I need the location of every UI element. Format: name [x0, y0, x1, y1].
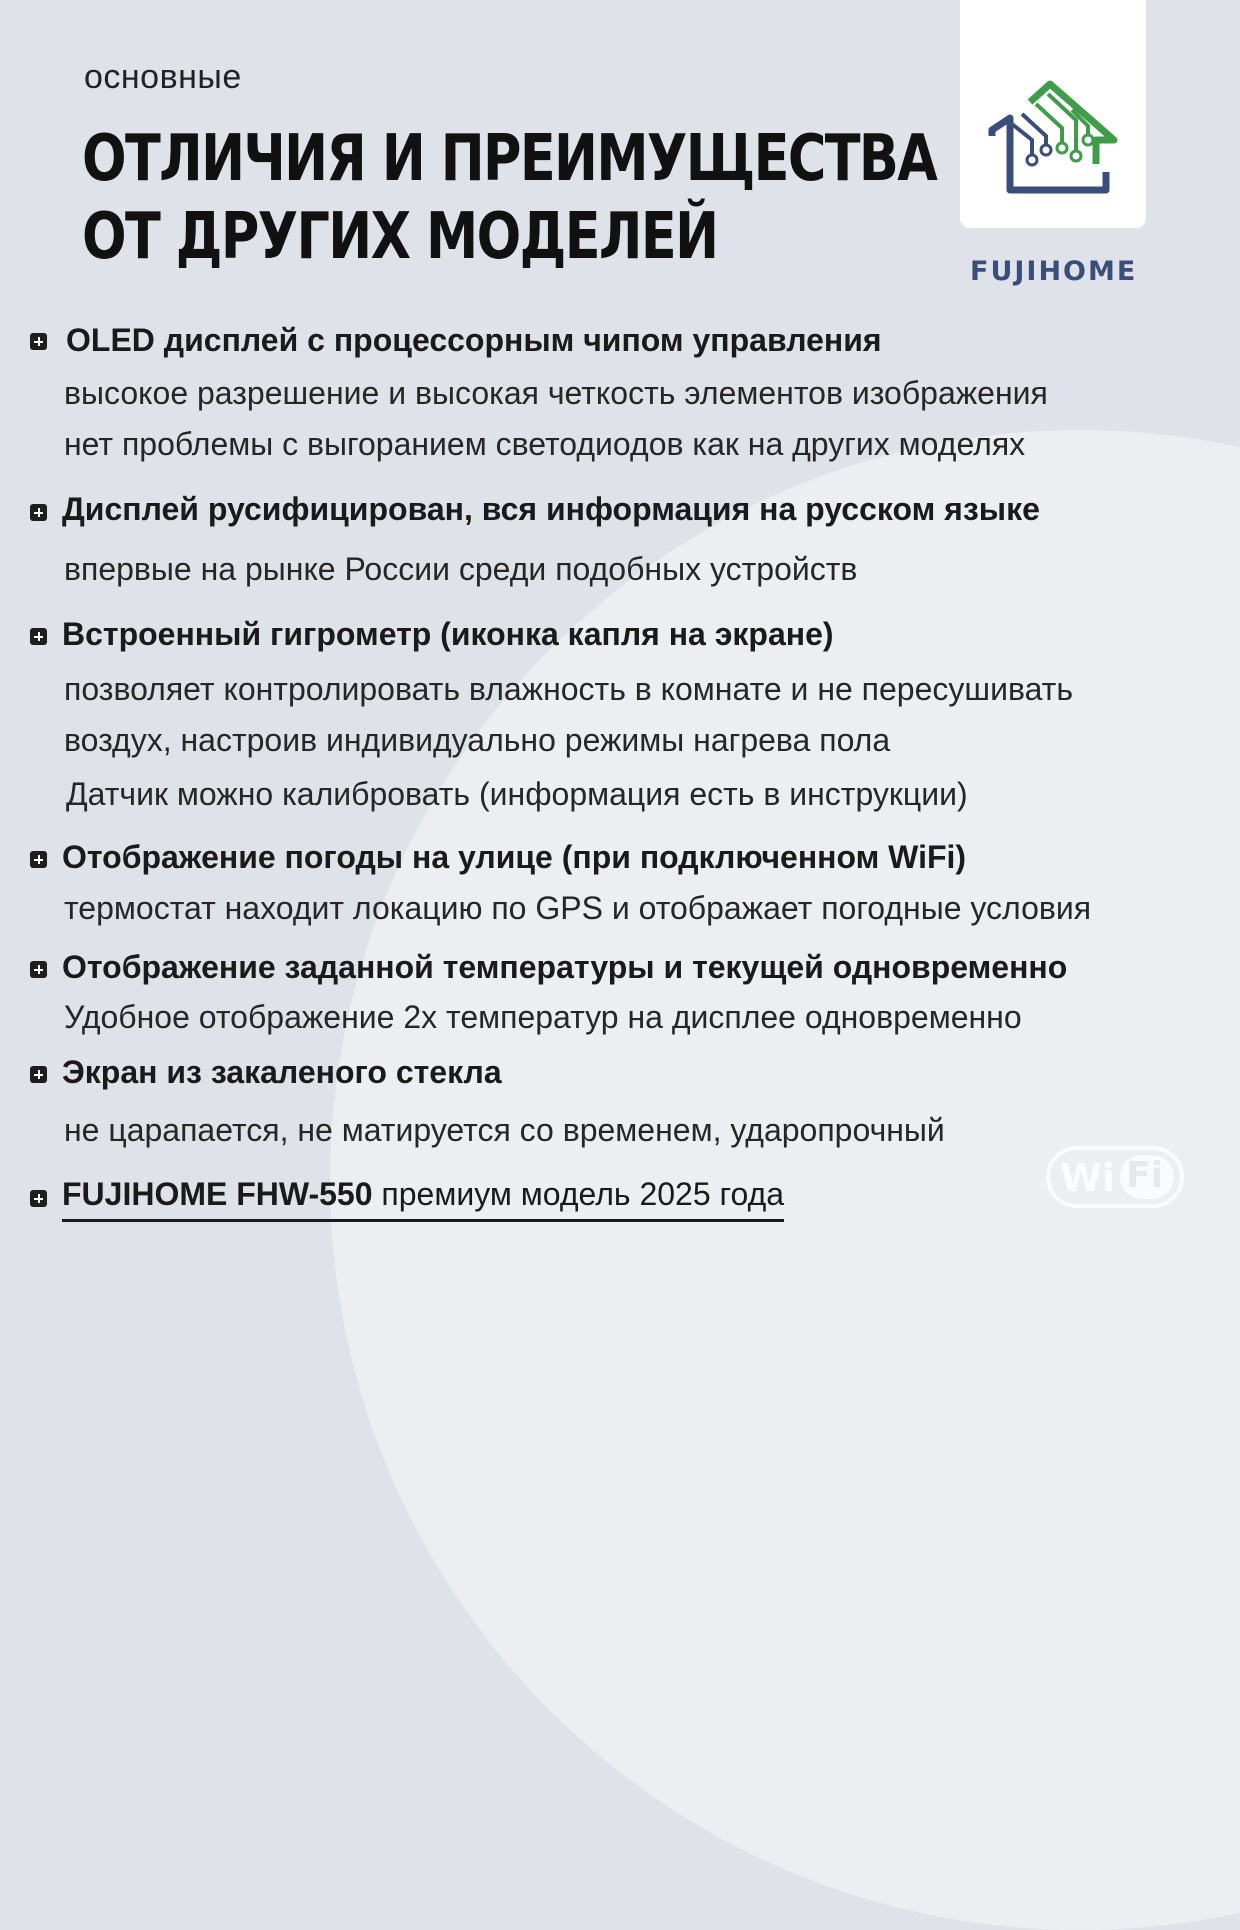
page-title-line-2: ОТ ДРУГИХ МОДЕЛЕЙ: [82, 200, 718, 274]
page-subtitle: основные: [84, 58, 242, 96]
feature-line: нет проблемы с выгоранием светодиодов как на других моделях: [64, 426, 1026, 462]
plus-bullet-icon: [30, 504, 47, 521]
plus-bullet-icon: [30, 851, 47, 868]
feature-line: термостат находит локацию по GPS и отображает погодные условия: [64, 890, 1092, 926]
plus-bullet-icon: [30, 628, 47, 645]
page-title-line-1: ОТЛИЧИЯ И ПРЕИМУЩЕСТВА: [82, 122, 937, 196]
feature-title: Экран из закаленого стекла: [62, 1054, 502, 1090]
feature-line: не царапается, не матируется со временем, ударопрочный: [64, 1112, 945, 1148]
plus-bullet-icon: [30, 961, 47, 978]
wifi-badge-icon: [1046, 1146, 1184, 1208]
feature-title: Отображение заданной температуры и текущей одновременно: [62, 949, 1068, 985]
house-circuit-icon: [988, 80, 1118, 196]
model-name: FUJIHOME FHW-550: [62, 1176, 373, 1212]
page-title: [82, 120, 937, 276]
feature-title: OLED дисплей с процессорным чипом управления: [66, 322, 882, 358]
brand-name: FUJIHOME: [970, 256, 1138, 287]
feature-title: Дисплей русифицирован, вся информация на русском языке: [62, 491, 1040, 527]
feature-title: Отображение погоды на улице (при подключенном WiFi): [62, 839, 967, 875]
feature-line: высокое разрешение и высокая четкость элементов изображения: [64, 375, 1048, 411]
plus-bullet-icon: [30, 1190, 47, 1207]
feature-title: Встроенный гигрометр (иконка капля на экране): [62, 616, 834, 652]
feature-line: Удобное отображение 2х температур на дисплее одновременно: [64, 999, 1022, 1035]
feature-line: позволяет контролировать влажность в комнате и не пересушивать: [64, 671, 1073, 707]
plus-bullet-icon: [30, 1066, 47, 1083]
plus-bullet-icon: [30, 333, 47, 350]
model-highlight: [62, 1176, 784, 1222]
model-tagline: премиум модель 2025 года: [372, 1176, 785, 1212]
feature-line: воздух, настроив индивидуально режимы нагрева пола: [64, 722, 891, 758]
wifi-badge-fi-pill: [1120, 1155, 1174, 1199]
feature-line: Датчик можно калибровать (информация есть в инструкции): [66, 776, 968, 812]
wifi-badge-fi: Fi: [1126, 1155, 1163, 1196]
brand-logo-card: [960, 0, 1146, 228]
feature-line: впервые на рынке России среди подобных устройств: [64, 551, 858, 587]
wifi-badge-wi: Wi: [1060, 1156, 1115, 1200]
